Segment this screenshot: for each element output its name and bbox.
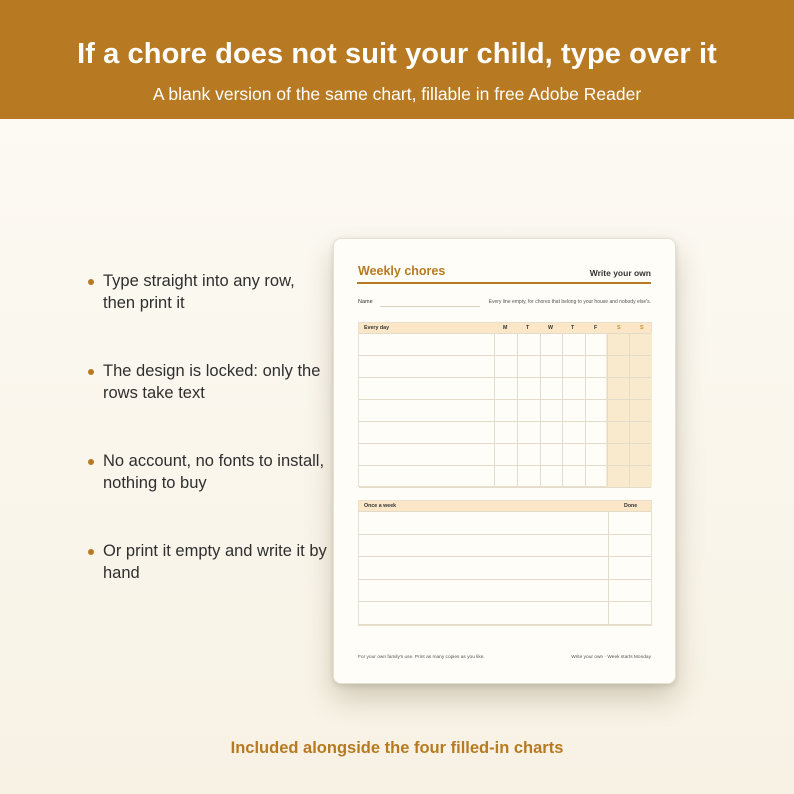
column-header: Every day — [364, 324, 390, 331]
feature-text: The design is locked: only the rows take text — [103, 362, 321, 402]
column-divider — [607, 333, 608, 487]
footer-note: For your own family's use. Print as many copies as you like. — [358, 655, 485, 660]
feature-text: Type straight into any row, then print it — [103, 272, 295, 312]
table-header — [359, 323, 651, 333]
daily-chore-table — [358, 322, 652, 487]
feature-text: No account, no fonts to install, nothing to buy — [103, 452, 325, 492]
weekend-column — [629, 333, 652, 487]
weekend-column — [606, 333, 629, 487]
weekly-chore-table — [358, 500, 652, 626]
day-header: T — [526, 324, 530, 331]
chart-preview-sheet — [333, 238, 676, 684]
bottom-caption: Included alongside the four filled-in charts — [230, 739, 564, 757]
sheet-tag: Write your own — [589, 268, 651, 278]
done-header: Done — [624, 502, 638, 509]
sheet-title: Weekly chores — [358, 264, 446, 278]
header-banner — [0, 0, 794, 119]
day-header: S — [640, 324, 644, 331]
column-header: Once a week — [364, 502, 397, 509]
row-divider — [359, 487, 651, 488]
bullet-dot-icon — [88, 459, 94, 465]
bullet-dot-icon — [88, 549, 94, 555]
feature-text: Or print it empty and write it by hand — [103, 542, 327, 582]
column-divider — [562, 333, 563, 487]
banner-title: If a chore does not suit your child, type over it — [77, 38, 717, 70]
bullet-dot-icon — [88, 279, 94, 285]
name-field[interactable] — [380, 306, 480, 307]
footer-info: Write your own · Week starts Monday — [571, 655, 651, 660]
column-divider — [629, 333, 630, 487]
column-divider — [608, 511, 609, 625]
table-header — [359, 501, 651, 511]
name-note: Every line empty, for chores that belong to your house and nobody else's. — [488, 299, 651, 305]
column-divider — [517, 333, 518, 487]
day-header: S — [617, 324, 621, 331]
title-rule — [357, 282, 651, 284]
column-divider — [540, 333, 541, 487]
column-divider — [585, 333, 586, 487]
day-header: M — [503, 324, 508, 331]
banner-subtitle: A blank version of the same chart, fillable in free Adobe Reader — [152, 84, 642, 104]
name-label: Name — [358, 299, 373, 305]
day-header: W — [548, 324, 553, 331]
day-header: F — [594, 324, 598, 331]
column-divider — [494, 333, 495, 487]
bullet-dot-icon — [88, 369, 94, 375]
day-header: T — [571, 324, 575, 331]
